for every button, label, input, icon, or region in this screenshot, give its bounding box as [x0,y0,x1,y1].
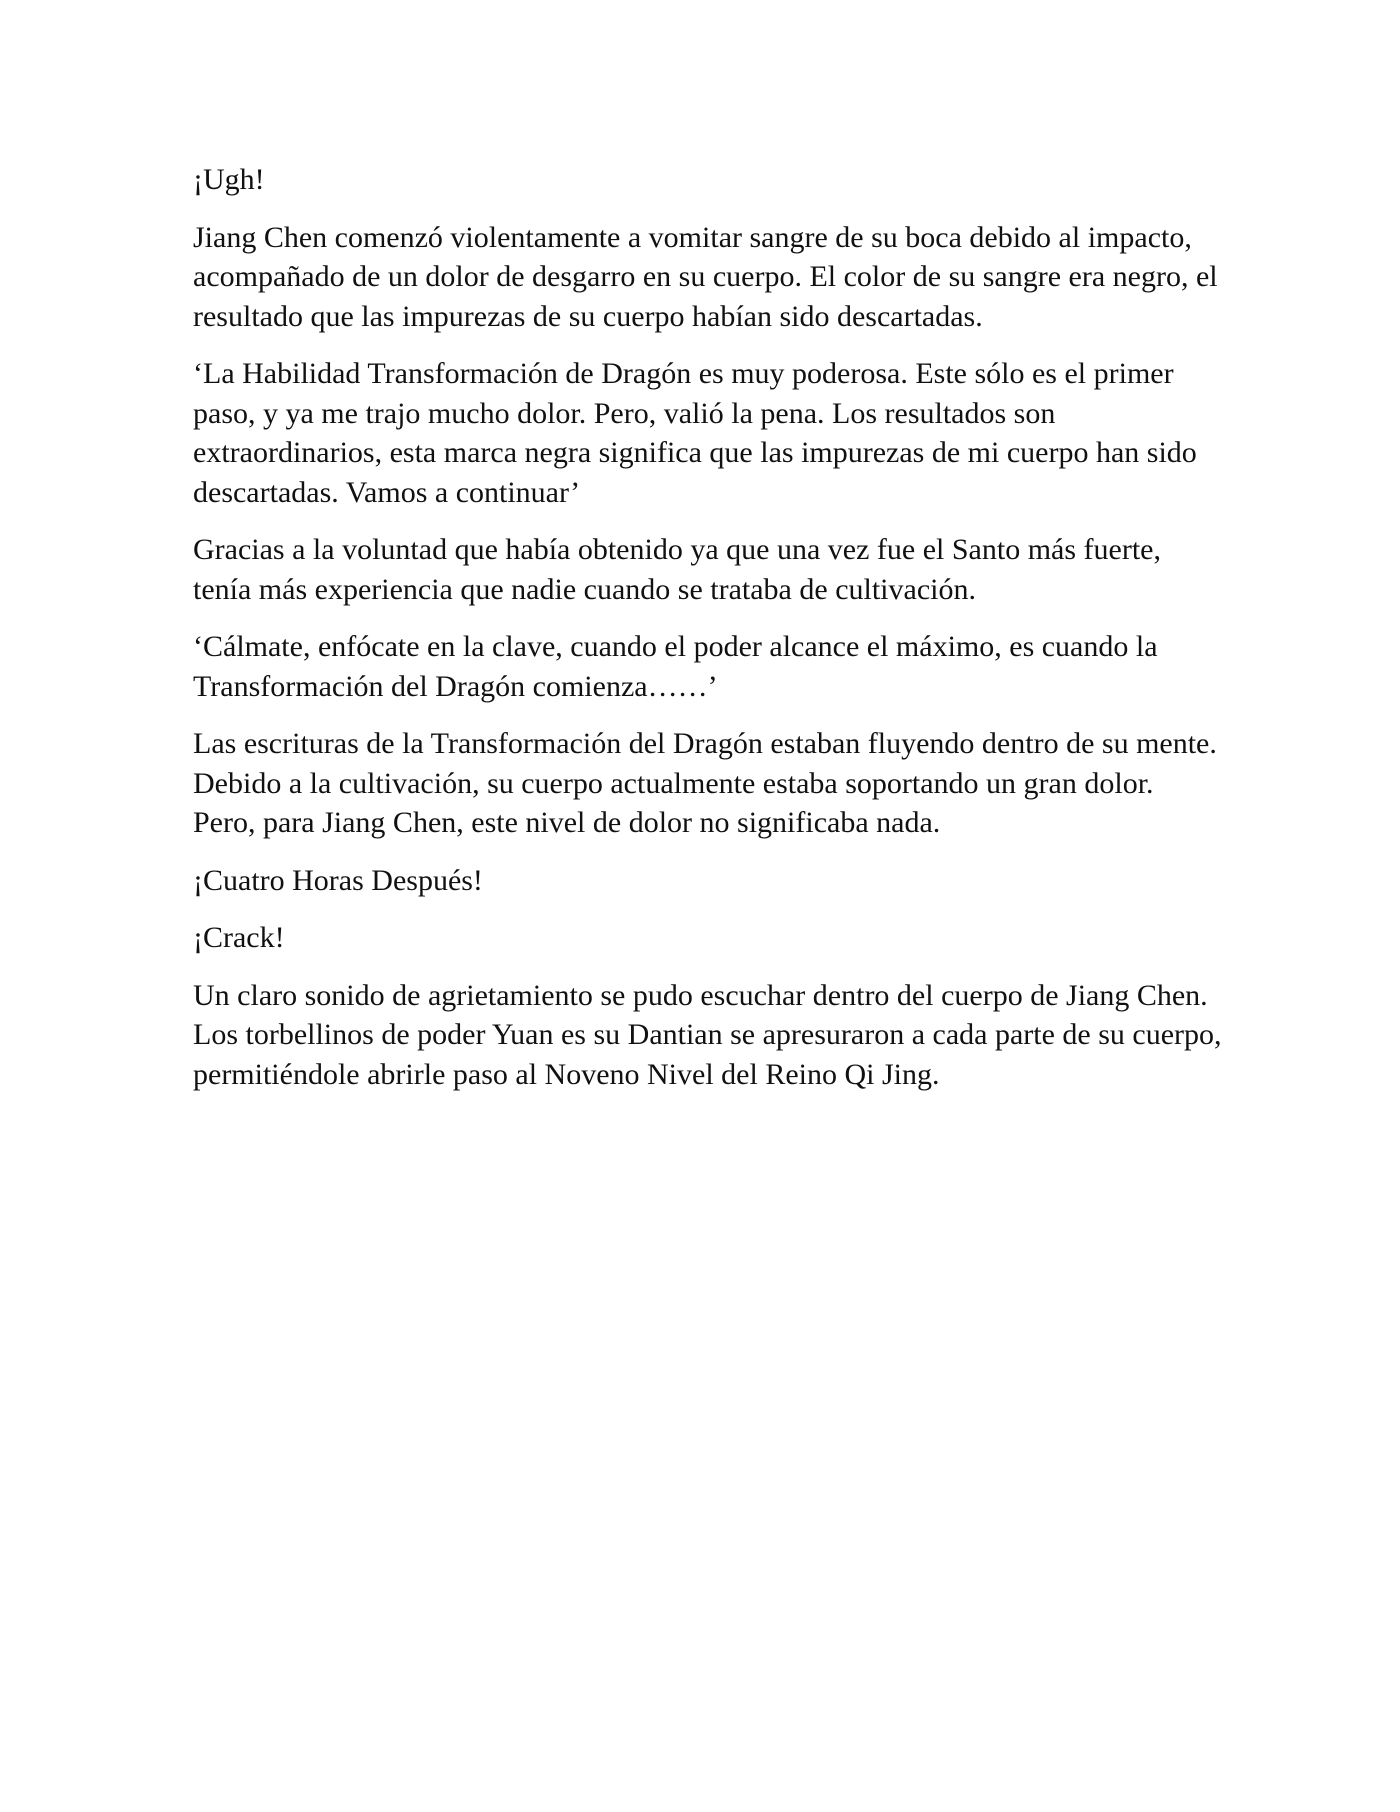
paragraph-8: ¡Crack! [193,921,285,954]
paragraph-3: ‘La Habilidad Transformación de Dragón es muy poderosa. Este sólo es el primer paso, y ya me trajo mucho dolor. Pero, valió la pena. Los resultados son extraordinarios, esta marca negra significa que las impurezas de mi cuerpo han sido descartadas. Vamos a continuar’ [193,357,1197,509]
paragraph-6: Las escrituras de la Transformación del Dragón estaban fluyendo dentro de su mente. Debido a la cultivación, su cuerpo actualmente estaba soportando un gran dolor. Pero, para Jiang Chen, este nivel de dolor no significaba nada. [193,727,1217,839]
paragraph-4: Gracias a la voluntad que había obtenido ya que una vez fue el Santo más fuerte, tenía más experiencia que nadie cuando se trataba de cultivación. [193,533,1161,606]
paragraph-5: ‘Cálmate, enfócate en la clave, cuando el poder alcance el máximo, es cuando la Transformación del Dragón comienza……’ [193,630,1158,703]
document-body [193,160,1223,1112]
paragraph-9: Un claro sonido de agrietamiento se pudo escuchar dentro del cuerpo de Jiang Chen. Los torbellinos de poder Yuan es su Dantian se apresuraron a cada parte de su cuerpo, permitiéndole abrirle paso al Noveno Nivel del Reino Qi Jing. [193,978,1222,1091]
paragraph-2: Jiang Chen comenzó violentamente a vomitar sangre de su boca debido al impacto, acompañado de un dolor de desgarro en su cuerpo. El color de su sangre era negro, el resultado que las impurezas de su cuerpo habían sido descartadas. [193,220,1218,333]
paragraph-7: ¡Cuatro Horas Después! [193,863,483,897]
paragraph-1: ¡Ugh! [193,163,265,196]
